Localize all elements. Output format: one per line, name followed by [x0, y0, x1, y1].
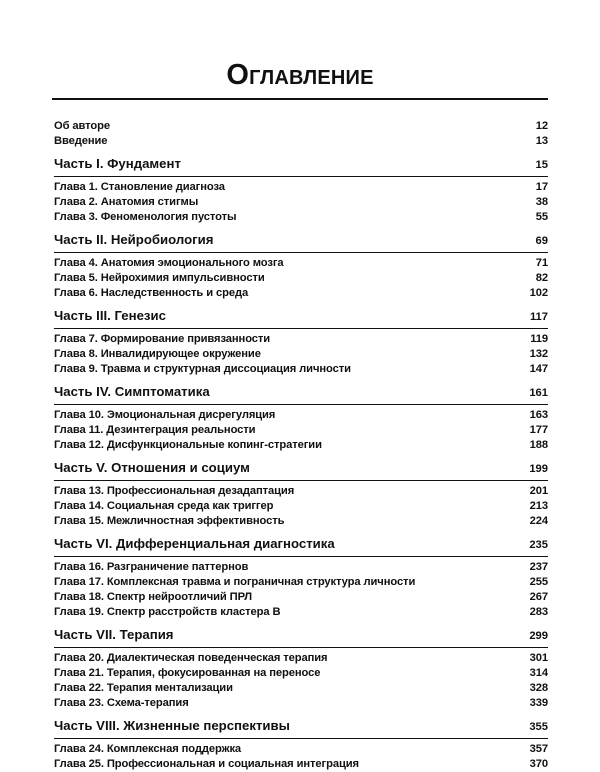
toc-chapter-label: Глава 4. Анатомия эмоционального мозга: [54, 257, 284, 269]
toc-chapter-page: 237: [529, 561, 548, 573]
toc-chapter-entry[interactable]: [54, 256, 548, 271]
parts-list: [54, 155, 548, 772]
toc-part-heading[interactable]: [54, 626, 548, 648]
toc-part-label: Часть III. Генезис: [54, 308, 166, 323]
toc-part-page: 69: [535, 235, 548, 247]
part-section: [54, 155, 548, 225]
part-section: [54, 717, 548, 772]
toc-chapter-page: 55: [535, 211, 548, 223]
toc-part-page: 355: [529, 721, 548, 733]
toc-chapter-list: [54, 180, 548, 225]
toc-chapter-label: Глава 9. Травма и структурная диссоциация личности: [54, 363, 351, 375]
toc-entry-page: 12: [535, 120, 548, 132]
toc-chapter-entry[interactable]: [54, 195, 548, 210]
toc-chapter-label: Глава 17. Комплексная травма и пограничная структура личности: [54, 576, 416, 588]
toc-chapter-label: Глава 8. Инвалидирующее окружение: [54, 348, 261, 360]
toc-chapter-entry[interactable]: [54, 651, 548, 666]
toc-chapter-label: Глава 7. Формирование привязанности: [54, 333, 271, 345]
toc-chapter-entry[interactable]: [54, 423, 548, 438]
toc-chapter-page: 213: [529, 500, 548, 512]
toc-chapter-page: 17: [535, 181, 548, 193]
toc-chapter-list: [54, 332, 548, 377]
toc-chapter-page: 283: [529, 606, 548, 618]
toc-chapter-label: Глава 13. Профессиональная дезадаптация: [54, 485, 295, 497]
toc-chapter-entry[interactable]: [54, 681, 548, 696]
toc-chapter-entry[interactable]: [54, 605, 548, 620]
toc-chapter-label: Глава 11. Дезинтеграция реальности: [54, 424, 256, 436]
toc-chapter-label: Глава 22. Терапия ментализации: [54, 682, 233, 694]
toc-chapter-list: [54, 560, 548, 620]
toc-chapter-label: Глава 2. Анатомия стигмы: [54, 196, 199, 208]
toc-part-label: Часть VII. Терапия: [54, 627, 174, 642]
toc-chapter-page: 201: [529, 485, 548, 497]
toc-chapter-entry[interactable]: [54, 362, 548, 377]
toc-entry-about-author[interactable]: [54, 119, 548, 134]
toc-chapter-entry[interactable]: [54, 332, 548, 347]
table-of-contents: [54, 119, 548, 772]
toc-chapter-page: 163: [529, 409, 548, 421]
part-section: [54, 626, 548, 711]
toc-chapter-entry[interactable]: [54, 438, 548, 453]
part-section: [54, 231, 548, 301]
toc-chapter-label: Глава 16. Разграничение паттернов: [54, 561, 249, 573]
toc-part-label: Часть I. Фундамент: [54, 156, 181, 171]
toc-chapter-list: [54, 408, 548, 453]
toc-chapter-label: Глава 25. Профессиональная и социальная интеграция: [54, 758, 359, 770]
toc-part-label: Часть V. Отношения и социум: [54, 460, 250, 475]
part-section: [54, 459, 548, 529]
toc-chapter-page: 357: [529, 743, 548, 755]
toc-chapter-label: Глава 3. Феноменология пустоты: [54, 211, 237, 223]
toc-entry-label: Об авторе: [54, 120, 110, 132]
toc-part-page: 235: [529, 539, 548, 551]
toc-chapter-page: 119: [530, 333, 548, 345]
toc-chapter-label: Глава 23. Схема-терапия: [54, 697, 189, 709]
toc-chapter-page: 224: [529, 515, 548, 527]
toc-chapter-label: Глава 6. Наследственность и среда: [54, 287, 249, 299]
toc-part-label: Часть II. Нейробиология: [54, 232, 214, 247]
toc-chapter-page: 102: [529, 287, 548, 299]
toc-chapter-page: 301: [529, 652, 548, 664]
toc-part-page: 15: [535, 159, 548, 171]
toc-chapter-list: [54, 742, 548, 772]
toc-chapter-page: 314: [529, 667, 548, 679]
toc-chapter-entry[interactable]: [54, 347, 548, 362]
toc-chapter-page: 71: [535, 257, 548, 269]
toc-entry-label: Введение: [54, 135, 108, 147]
toc-chapter-label: Глава 20. Диалектическая поведенческая терапия: [54, 652, 328, 664]
toc-chapter-entry[interactable]: [54, 210, 548, 225]
toc-chapter-entry[interactable]: [54, 286, 548, 301]
toc-entry-introduction[interactable]: [54, 134, 548, 149]
toc-chapter-entry[interactable]: [54, 499, 548, 514]
front-matter: [54, 119, 548, 149]
toc-chapter-entry[interactable]: [54, 757, 548, 772]
toc-part-page: 199: [529, 463, 548, 475]
toc-chapter-page: 328: [529, 682, 548, 694]
toc-chapter-page: 255: [529, 576, 548, 588]
toc-chapter-list: [54, 651, 548, 711]
part-section: [54, 535, 548, 620]
toc-part-page: 161: [529, 387, 548, 399]
toc-chapter-entry[interactable]: [54, 590, 548, 605]
toc-chapter-list: [54, 484, 548, 529]
toc-part-heading[interactable]: [54, 307, 548, 329]
toc-chapter-label: Глава 19. Спектр расстройств кластера B: [54, 606, 281, 618]
toc-chapter-entry[interactable]: [54, 408, 548, 423]
toc-chapter-entry[interactable]: [54, 666, 548, 681]
part-section: [54, 307, 548, 377]
toc-entry-page: 13: [535, 135, 548, 147]
toc-chapter-page: 188: [529, 439, 548, 451]
toc-part-page: 299: [529, 630, 548, 642]
toc-chapter-list: [54, 256, 548, 301]
toc-part-heading[interactable]: [54, 155, 548, 177]
part-section: [54, 383, 548, 453]
toc-chapter-page: 132: [529, 348, 548, 360]
toc-chapter-entry[interactable]: [54, 696, 548, 711]
toc-chapter-label: Глава 24. Комплексная поддержка: [54, 743, 242, 755]
toc-chapter-entry[interactable]: [54, 180, 548, 195]
toc-chapter-label: Глава 18. Спектр нейроотличий ПРЛ: [54, 591, 253, 603]
toc-chapter-label: Глава 5. Нейрохимия импульсивности: [54, 272, 265, 284]
toc-chapter-label: Глава 21. Терапия, фокусированная на переносе: [54, 667, 321, 679]
toc-chapter-entry[interactable]: [54, 271, 548, 286]
toc-part-heading[interactable]: [54, 383, 548, 405]
page-title: Оглавление: [226, 59, 374, 91]
toc-chapter-entry[interactable]: [54, 575, 548, 590]
toc-part-label: Часть IV. Симптоматика: [54, 384, 210, 399]
toc-chapter-label: Глава 15. Межличностная эффективность: [54, 515, 285, 527]
toc-part-heading[interactable]: [54, 459, 548, 481]
toc-part-heading[interactable]: [54, 535, 548, 557]
toc-chapter-label: Глава 1. Становление диагноза: [54, 181, 225, 193]
toc-chapter-page: 370: [529, 758, 548, 770]
toc-chapter-page: 147: [529, 363, 548, 375]
toc-chapter-page: 82: [535, 272, 548, 284]
toc-chapter-entry[interactable]: [54, 560, 548, 575]
toc-chapter-entry[interactable]: [54, 514, 548, 529]
toc-chapter-page: 339: [529, 697, 548, 709]
toc-chapter-page: 177: [529, 424, 548, 436]
toc-chapter-label: Глава 10. Эмоциональная дисрегуляция: [54, 409, 276, 421]
title-rule: [52, 98, 548, 100]
toc-chapter-page: 38: [535, 196, 548, 208]
toc-chapter-label: Глава 12. Дисфункциональные копинг-стратегии: [54, 439, 322, 451]
toc-part-label: Часть VI. Дифференциальная диагностика: [54, 536, 335, 551]
toc-part-heading[interactable]: [54, 717, 548, 739]
toc-chapter-entry[interactable]: [54, 484, 548, 499]
toc-part-label: Часть VIII. Жизненные перспективы: [54, 718, 290, 733]
toc-part-heading[interactable]: [54, 231, 548, 253]
toc-chapter-label: Глава 14. Социальная среда как триггер: [54, 500, 274, 512]
toc-part-page: 117: [529, 311, 548, 323]
toc-chapter-page: 267: [529, 591, 548, 603]
